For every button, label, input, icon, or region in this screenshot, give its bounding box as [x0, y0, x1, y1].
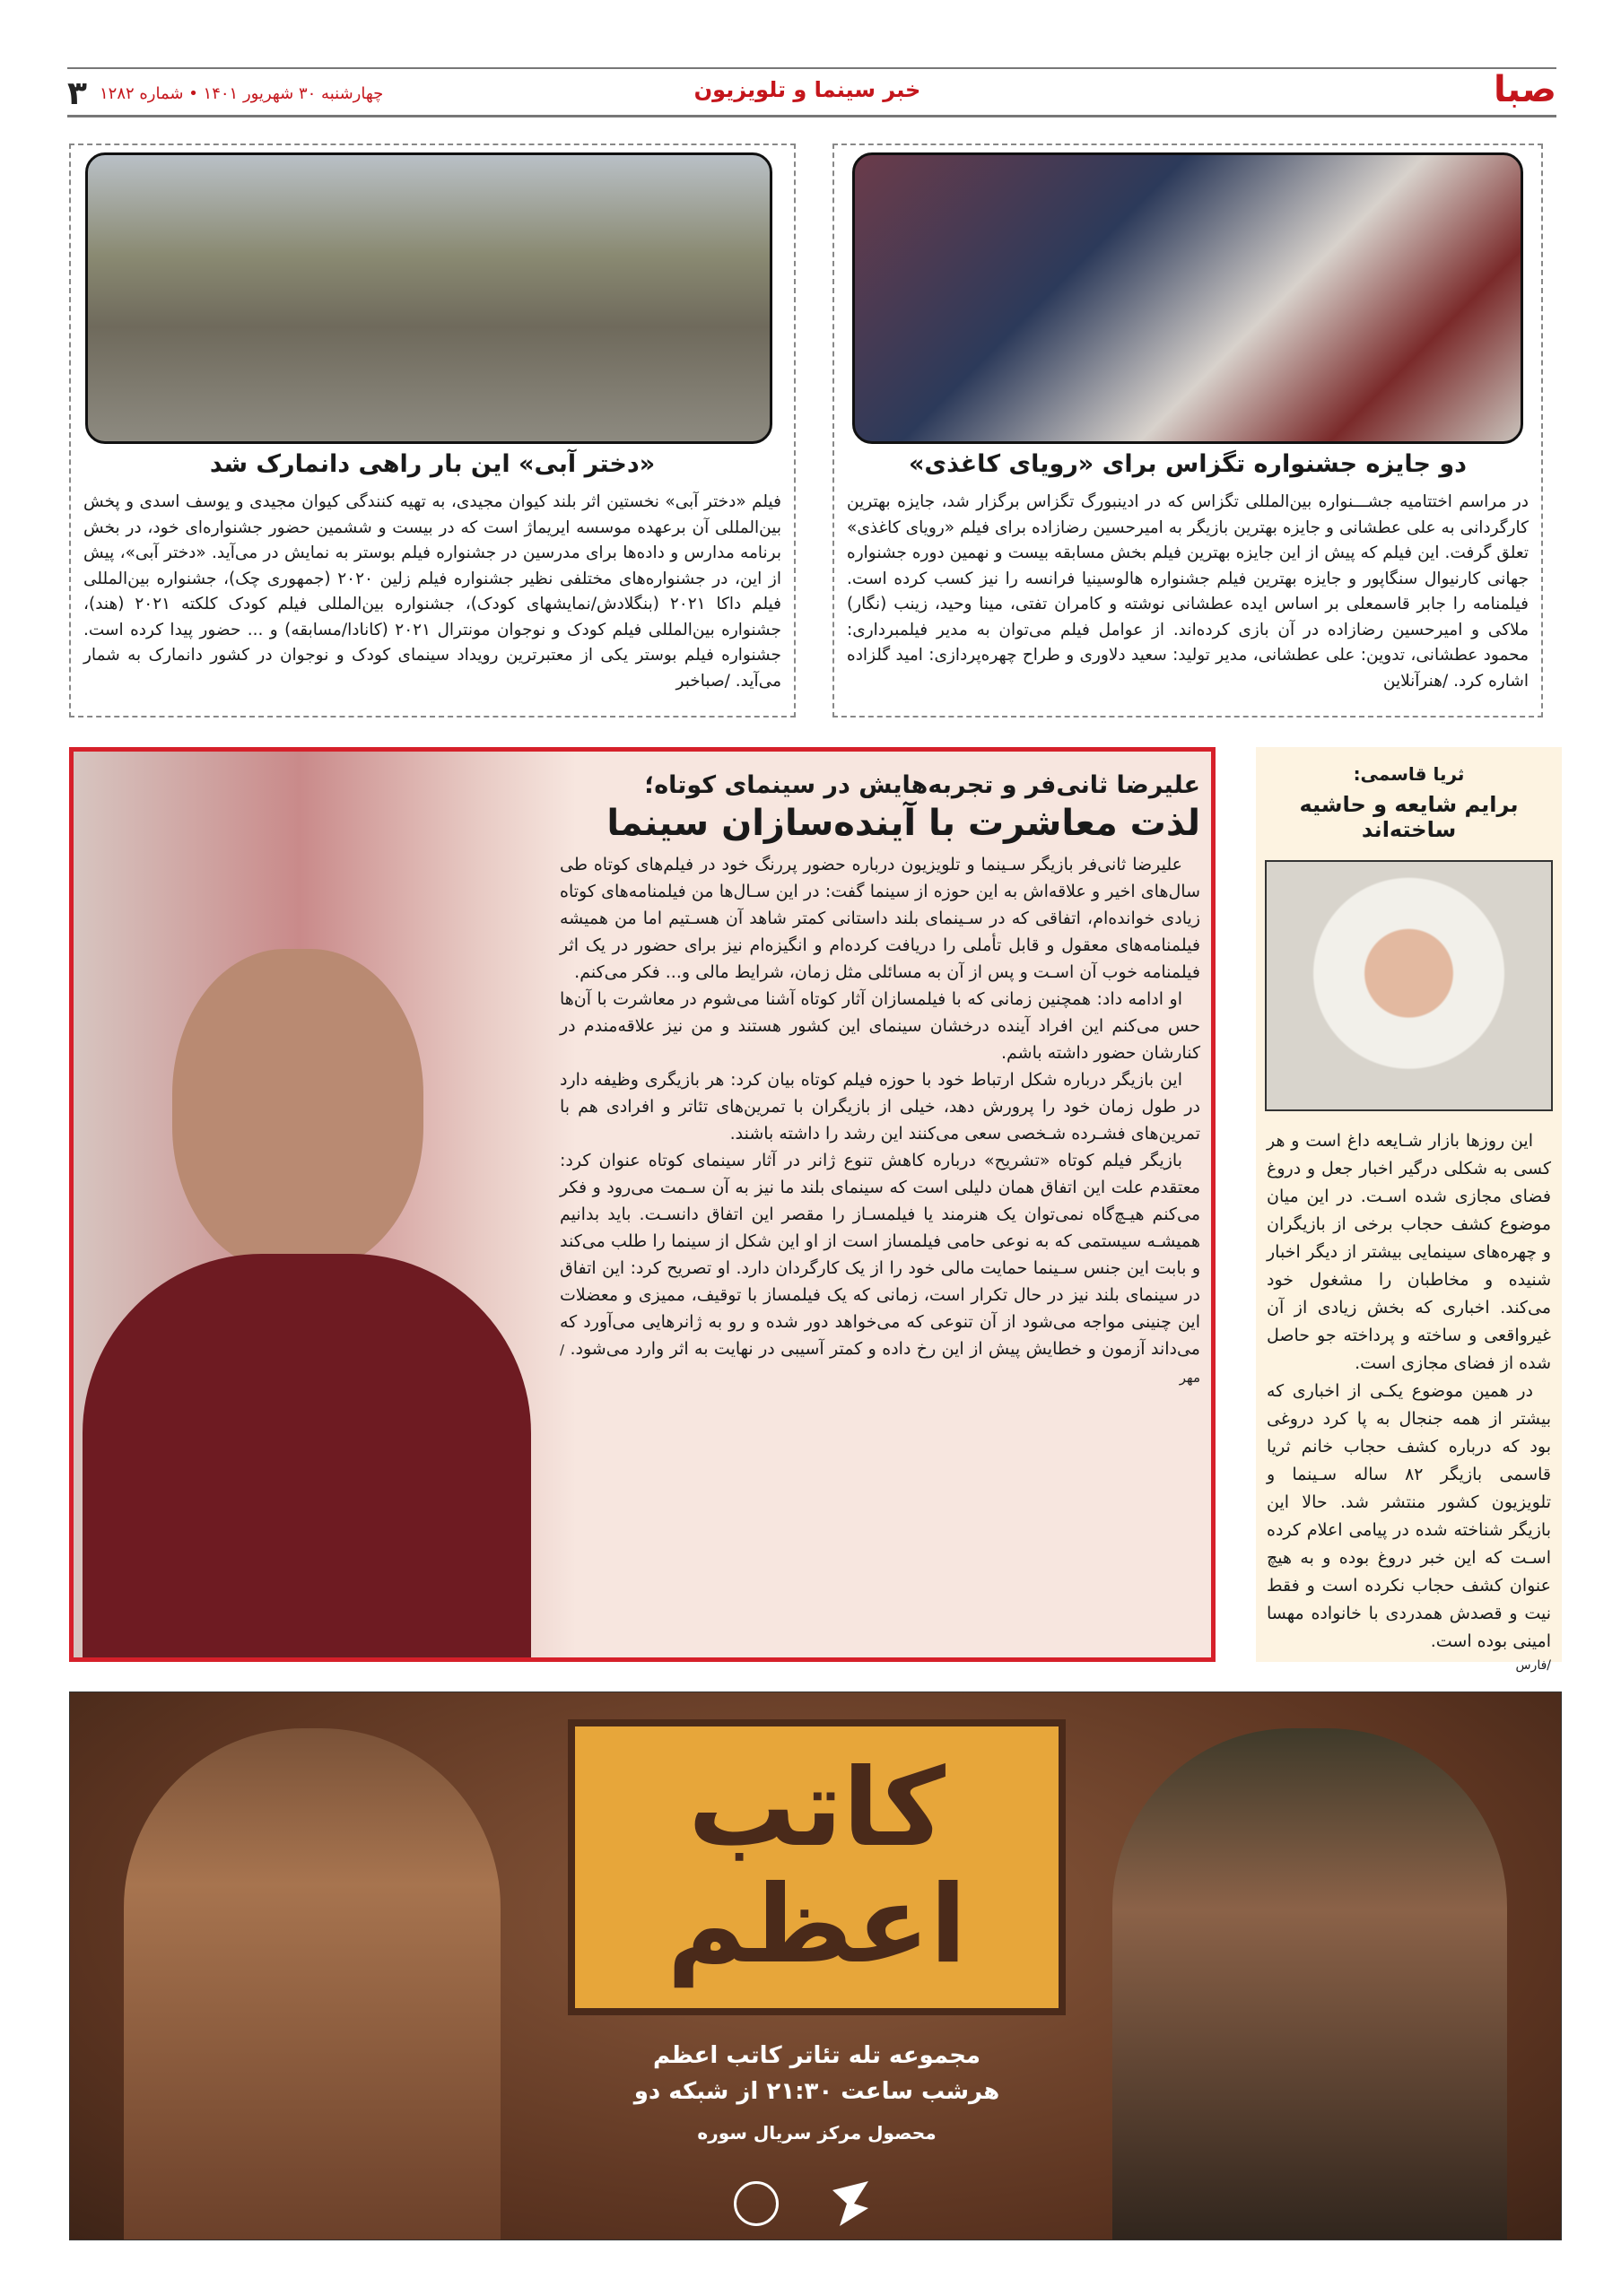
logo-title-line1: کاتب: [688, 1746, 946, 1871]
actor-figure: [1112, 1728, 1507, 2240]
actress-figure: [124, 1728, 501, 2240]
portrait-face: [172, 949, 423, 1272]
article-photo: [852, 152, 1523, 444]
tv-series-ad-banner: [69, 1692, 1562, 2240]
article-photo: [85, 152, 772, 444]
page-number: ۳: [67, 74, 87, 112]
section-title: خبر سینما و تلویزیون: [693, 77, 921, 102]
portrait-shirt: [83, 1254, 531, 1662]
issue-date: چهارشنبه ۳۰ شهریور ۱۴۰۱ • شماره ۱۲۸۲: [99, 83, 384, 103]
feature-source: /مهر: [560, 1342, 1200, 1386]
logo-text: صبا: [1494, 69, 1556, 110]
article-title: «دختر آبی» این بار راهی دانمارک شد: [209, 450, 656, 478]
article-title: دو جایزه جشنواره تگزاس برای «رویای کاغذی»: [908, 450, 1468, 478]
newspaper-logo: [1458, 69, 1556, 110]
actress-portrait-photo: [1265, 860, 1553, 1111]
header-bottom-rule: [67, 115, 1556, 117]
series-title-logo: [568, 1719, 1066, 2015]
ad-producer: محصول مرکز سریال سوره: [697, 2122, 937, 2144]
sidebar-kicker: ثریا قاسمی:: [1353, 763, 1465, 785]
feature-article: [69, 747, 1216, 1662]
sooreh-logo-icon: [832, 2181, 868, 2226]
feature-paragraph: بازیگر فیلم کوتاه «تشریح» درباره کاهش تنوع ژانر در آثار سینمای کوتاه عنوان کرد: معتقدم علت این اتفاق همان دلیلی است که سینمای بلند ما نیز به آن سـمت می‌رود و فکر می‌کنم هیـچ‌گاه نمی‌توان یک هنرمند یا فیلمسـاز را مقصر این اتفاق دانسـت. باید بدانیم همیشـه سیستمی که به نوعی حامی فیلمساز است از او این شکل از سینما را طلب می‌کند و بابت این جنس سـینما حمایت مالی خود را از یک کارگردان دارد. او تصریح کرد: این اتفاق در سینمای بلند نیز در حال تکرار است، زمانی که یک فیلمساز با توقیف، ممیزی و معضلات این چنینی مواجه می‌شود از آن تنوعی که می‌خواهد دور شده و رو به ژانرهایی می‌آورد که می‌داند آزمون و خطایش پیش از این رخ داده و کمتر آسیبی در نهایت به اثر وارد می‌شود.: [560, 1151, 1200, 1359]
sidebar-source: /فارس: [1515, 1658, 1551, 1673]
logo-title-line2: اعظم: [667, 1863, 967, 1987]
feature-paragraph: علیرضا ثانی‌فر بازیگر سـینما و تلویزیون درباره حضور پررنگ خود در فیلم‌های کوتاه طی سال‌های اخیر و علاقه‌اش به این حوزه از سینما گفت: در این سـال‌ها من فیلمنامه‌های کوتاه زیادی خوانده‌ام، اتفاقی که در سـینمای بلند داستانی کمتر شاهد آن هسـتیم اما من همیشه فیلمنامه‌های معقول و قابل تأملی را دریافت کرده‌ام و انگیزه‌ام نیز برای حضور در یک اثر فیلمنامه خوب آن اسـت و پس از آن به مسائلی مثل زمان، شرایط مالی و... فکر می‌کنم.: [560, 855, 1200, 982]
header-top-rule: [67, 67, 1556, 69]
article-paper-dream: [832, 144, 1543, 718]
ad-line-1: مجموعه تله تئاتر کاتب اعظم: [652, 2042, 981, 2069]
feature-paragraph: او ادامه داد: همچنین زمانی که با فیلمسازان آثار کوتاه آشنا می‌شوم در معاشرت با آن‌ها حس می‌کنم این افراد آینده درخشان سینمای این کشور هستند و من نیز علاقه‌مندم در کنارشان حضور داشته باشم.: [560, 989, 1200, 1063]
article-blue-girl: [69, 144, 796, 718]
actor-portrait-photo: [74, 752, 576, 1657]
feature-paragraph: این بازیگر درباره شکل ارتباط خود با حوزه فیلم کوتاه بیان کرد: هر بازیگری وظیفه دارد در طول زمان خود را پرورش دهد، خیلی از بازیگران با تمرین‌های تئاتر و افرادی هم با تمرین‌های فشـرده شـخصی سعی می‌کنند این رشد را داشته باشند.: [560, 1070, 1200, 1144]
feature-title: لذت معاشرت با آینده‌سازان سینما: [606, 803, 1200, 844]
article-body: در مراسم اختتامیه جشـــنواره بین‌المللی تگزاس که در ادینبورگ تگزاس برگزار شد، جایزه بهترین کارگردانی به علی عطشانی و جایزه بهترین بازیگر به امیرحسین رضازاده برای فیلم «رویای کاغذی» تعلق گرفت. این فیلم که پیش از این جایزه بهترین فیلم بخش مسابقه بیست و نهمین دوره جشنواره جهانی کارنیوال سنگاپور و جایزه بهترین فیلم جشنواره هالوسینیا فرانسه را نیز کسب کرده است. فیلمنامه را جابر قاسمعلی بر اساس ایده عطشانی نوشته و کامران تفتی، مینا وحید، زینب (نگار) ملاکی و امیرحسین رضازاده در آن بازی کرده‌اند. از عوامل فیلم می‌توان به مدیر فیلمبرداری: محمود عطشانی، تدوین: علی عطشانی، مدیر تولید: سعید دلاوری و طراح چهره‌پردازی: امید گلزاده اشاره کرد. /هنرآنلاین: [847, 492, 1529, 691]
issue-info: [67, 74, 444, 112]
ad-schedule: هرشب ساعت ۲۱:۳۰ از شبکه دو: [633, 2078, 1000, 2105]
article-body: فیلم «دختر آبی» نخستین اثر بلند کیوان مجیدی، به تهیه کنندگی کیوان مجیدی و یوسف اسدی و پخش بین‌المللی آن برعهده موسسه ایریماژ است که در بیست و ششمین حضور جشنواره‌ای خود، در بخش برنامه مدارس و داده‌ها برای مدرسین در جشنواره فیلم بوستر به نمایش در می‌آید. «دختر آبی»، پیش از این، در جشنواره‌های مختلفی نظیر جشنواره فیلم زلین ۲۰۲۰ (جمهوری چک)، جشنواره بین‌المللی فیلم داکا ۲۰۲۱ (بنگلادش/نمایشهای کودک)، جشنواره بین‌المللی فیلم کودک کلکته ۲۰۲۱ (هند)، جشنواره بین‌المللی فیلم کودک و نوجوان مونترال ۲۰۲۱ (کانادا/مسابقه) و ... حضور پیدا کرده است. جشنواره فیلم بوستر یکی از معتبرترین رویداد سینمای کودک و نوجوان در کشور دانمارک به شمار می‌آید. /صباخبر: [83, 492, 782, 691]
sidebar-paragraph: این روزها بازار شـایعه داغ است و هر کسی به شکلی درگیر اخبار جعل و دروغ فضای مجازی شده اسـت. در این میان موضوع کشف حجاب برخی از بازیگران و چهره‌های سینمایی بیشتر از دیگر اخبار شنیده و مخاطبان را مشغول خود می‌کند. اخباری که بخش زیادی از آن غیرواقعی و ساخته و پرداخته جو حاصل شده از فضای مجازی است.: [1267, 1131, 1551, 1373]
sidebar-article: [1256, 747, 1562, 1673]
feature-kicker: علیرضا ثانی‌فر و تجربه‌هایش در سینمای کوتاه؛: [644, 771, 1200, 799]
sidebar-title: برایم شایعه و حاشیه ساخته‌اند: [1299, 792, 1519, 842]
arts-center-logo-icon: [734, 2181, 779, 2226]
sidebar-paragraph: در همین موضوع یکـی از اخباری که بیشتر از همه جنجال به پا کرد دروغی بود که درباره کشف حجاب خانم ثریا قاسمی بازیگر ۸۲ ساله سـینما و تلویزیون کشور منتشر شد. حالا این بازیگر شناخته شده در پیامی اعلام کرده اسـت که این خبر دروغ بوده و به هیچ عنوان کشف حجاب نکرده است و فقط نیت و قصدش همدردی با خانواده مهسا امینی بوده است.: [1267, 1381, 1551, 1651]
